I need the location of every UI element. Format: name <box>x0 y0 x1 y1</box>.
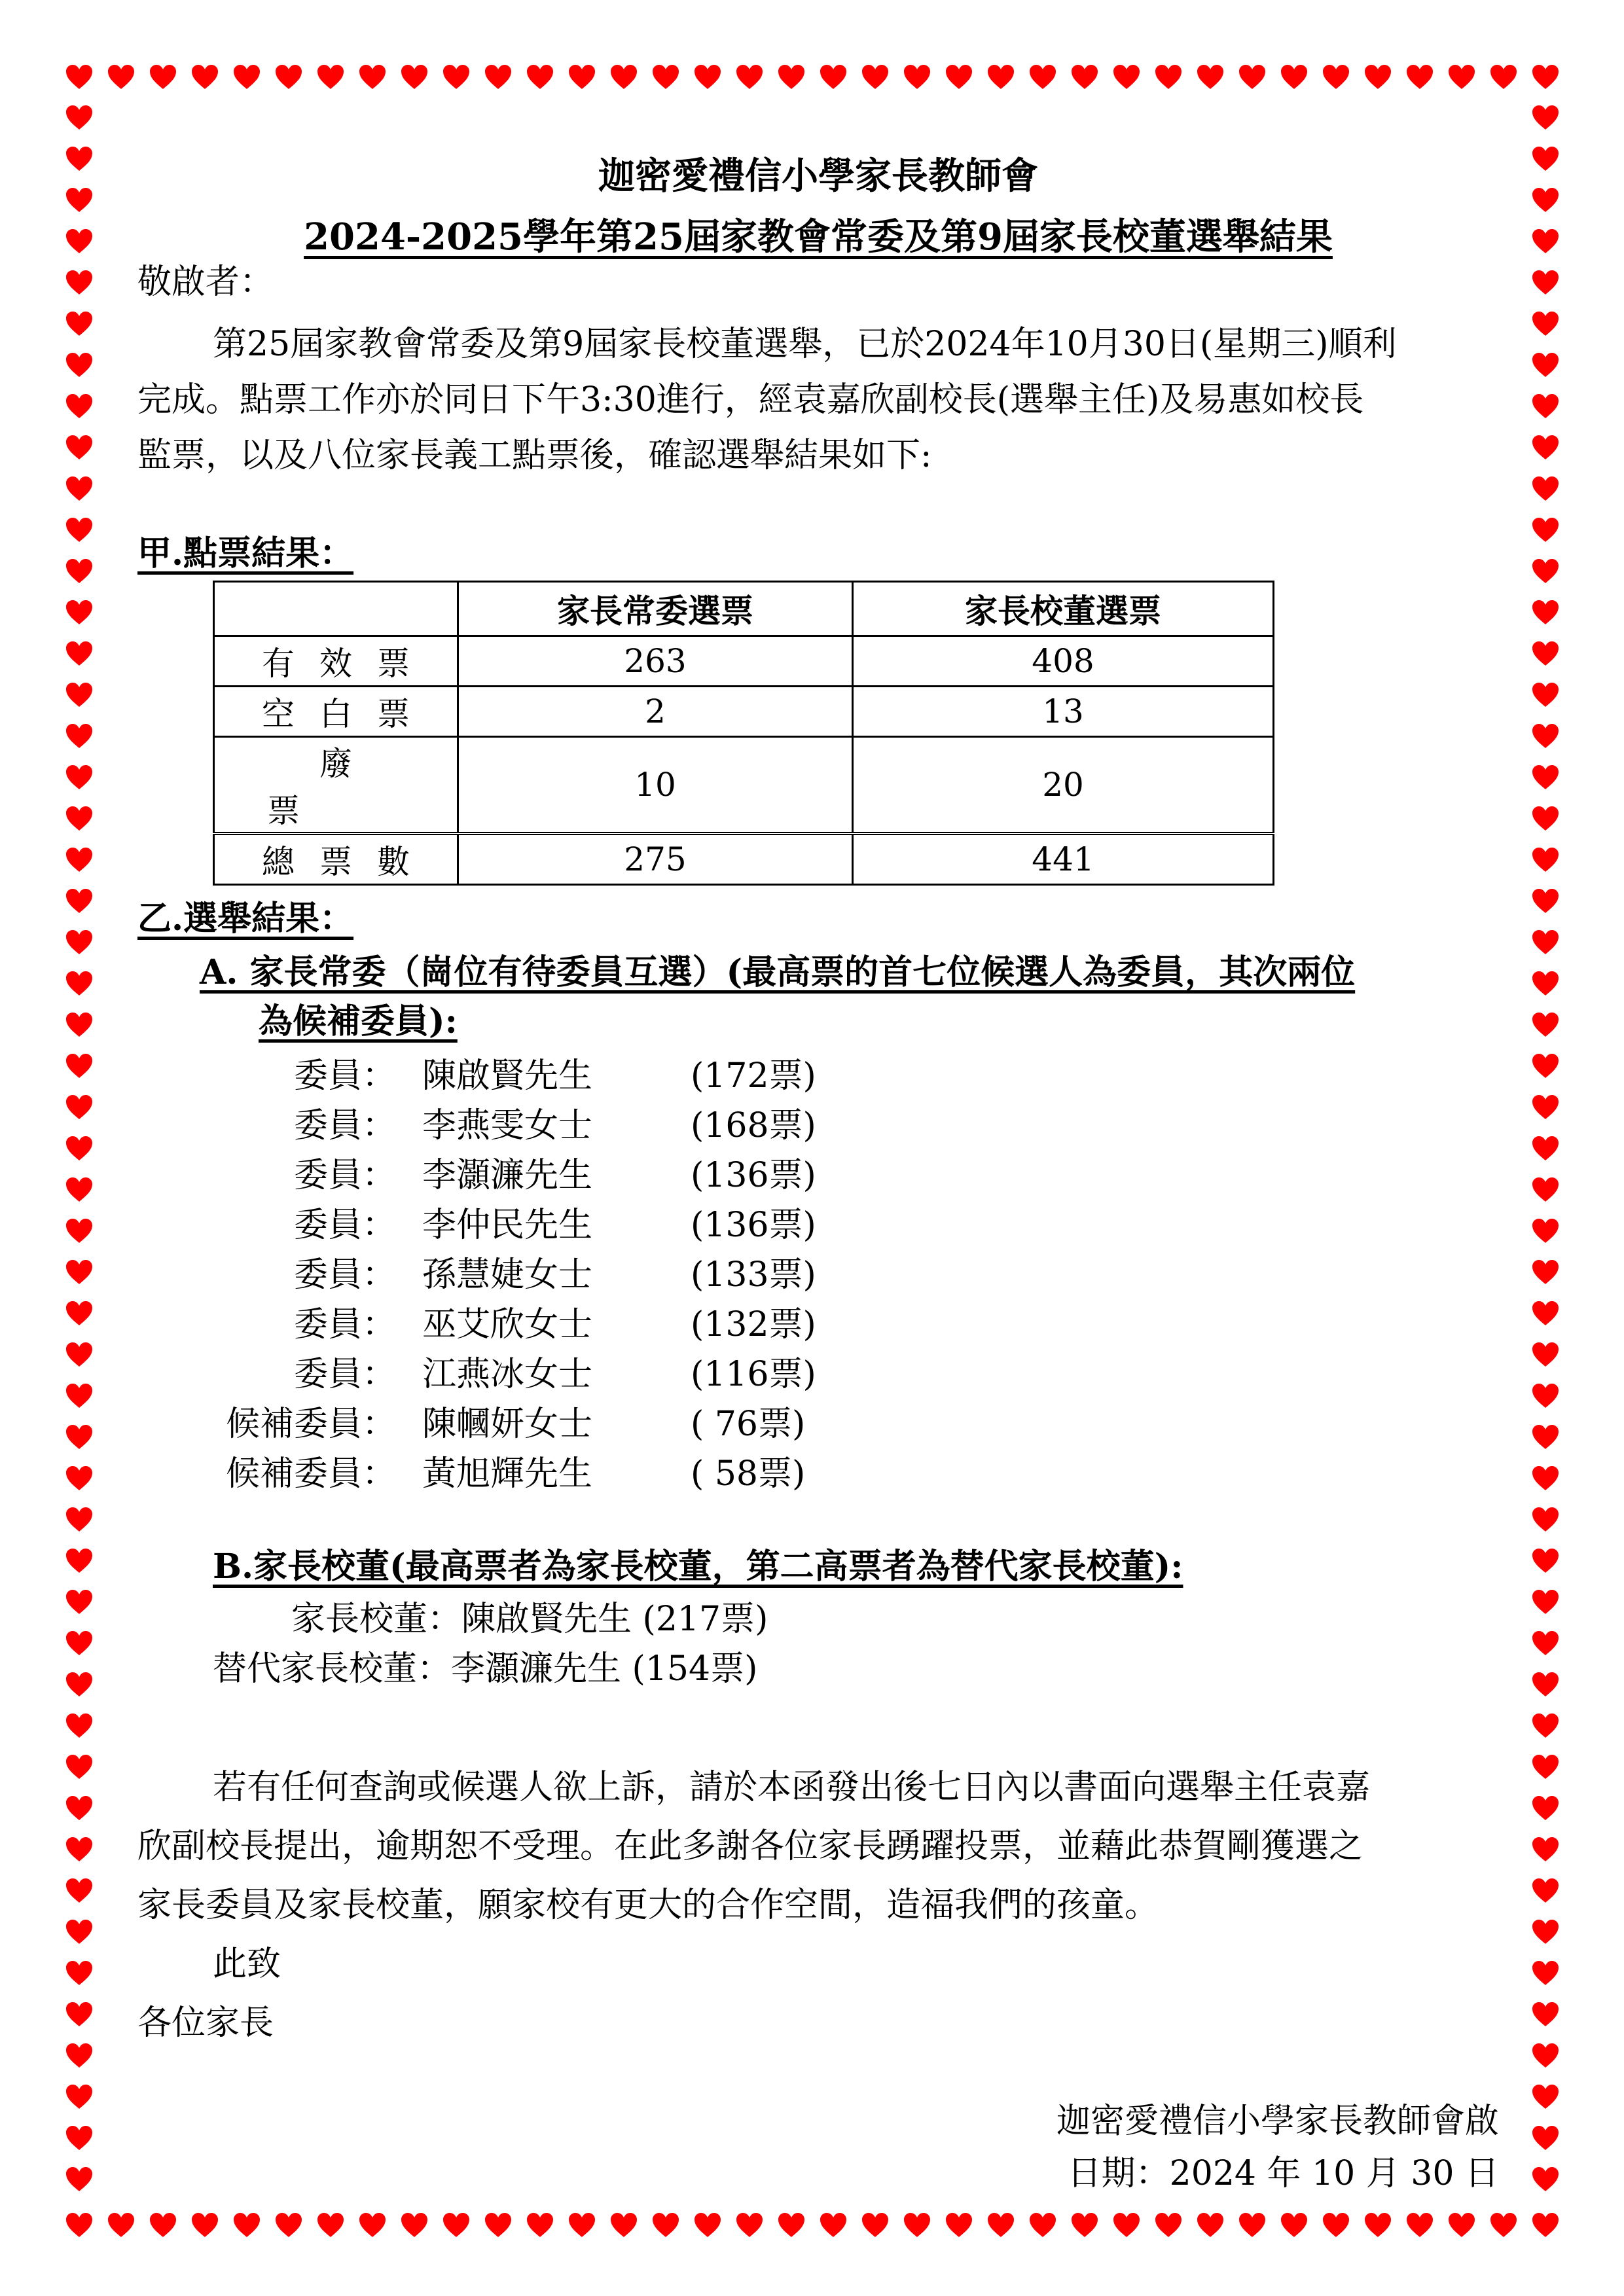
heart-icon <box>65 1465 93 1492</box>
closing-line-1: 若有任何查詢或候選人欲上訴，請於本函發出後七日內以書面向選舉主任袁嘉 <box>213 1768 1371 1807</box>
heart-icon <box>1490 2212 1517 2238</box>
heart-icon <box>1532 1012 1559 1038</box>
heart-icon <box>1406 64 1434 90</box>
row-label: 空白票 <box>214 687 458 737</box>
section-b-heading: 乙.選舉結果： <box>137 899 354 939</box>
heart-icon <box>1532 1919 1559 1945</box>
heart-icon <box>778 2212 805 2238</box>
heart-icon <box>149 64 177 90</box>
heart-icon <box>65 1837 93 1863</box>
heart-icon <box>65 1960 93 1986</box>
member-role: 委員： <box>293 1255 396 1295</box>
member-role: 委員： <box>293 1056 396 1096</box>
heart-icon <box>1532 1259 1559 1285</box>
heart-icon <box>526 64 554 90</box>
heart-icon <box>65 270 93 296</box>
heart-icon <box>778 64 805 90</box>
heart-icon <box>65 1177 93 1203</box>
heart-icon <box>107 64 135 90</box>
heart-icon <box>1364 2212 1392 2238</box>
heart-icon <box>1155 2212 1182 2238</box>
heart-icon <box>65 764 93 791</box>
member-role: 委員： <box>293 1355 396 1394</box>
heart-icon <box>1532 1218 1559 1244</box>
heart-icon <box>736 2212 763 2238</box>
member-name: 江燕冰女士 <box>422 1355 593 1394</box>
heart-icon <box>1322 2212 1350 2238</box>
heart-icon <box>736 64 763 90</box>
heart-icon <box>401 64 428 90</box>
heart-icon <box>610 2212 638 2238</box>
part-a-line-2: 為候補委員): <box>259 1001 458 1041</box>
heart-icon <box>1532 393 1559 420</box>
heart-icon <box>65 2125 93 2151</box>
heart-icon <box>65 888 93 914</box>
heart-icon <box>1238 64 1266 90</box>
heart-icon <box>1532 1837 1559 1863</box>
committee-votes: 2 <box>458 687 853 737</box>
heart-icon <box>1532 1589 1559 1615</box>
heart-icon <box>65 1136 93 1162</box>
heart-icon <box>65 352 93 378</box>
heart-icon <box>65 2084 93 2110</box>
heart-icon <box>65 1754 93 1780</box>
heart-icon <box>359 2212 386 2238</box>
heart-icon <box>65 1424 93 1450</box>
heart-icon <box>191 64 219 90</box>
heart-icon <box>65 64 93 90</box>
heart-icon <box>65 146 93 172</box>
heart-icon <box>65 1300 93 1327</box>
table-header-manager: 家長校董選票 <box>853 582 1274 636</box>
intro-line-3: 監票，以及八位家長義工點票後，確認選舉結果如下: <box>137 436 932 475</box>
heart-icon <box>65 1672 93 1698</box>
heart-icon <box>1532 1878 1559 1904</box>
heart-icon <box>568 2212 596 2238</box>
table-row <box>214 737 1274 834</box>
heart-icon <box>1532 2043 1559 2069</box>
heart-icon <box>65 435 93 461</box>
member-role: 候補委員： <box>225 1454 396 1494</box>
heart-icon <box>694 64 721 90</box>
heart-icon <box>317 64 344 90</box>
document-title: 2024-2025學年第25屆家教會常委及第9屆家長校董選舉結果 <box>304 215 1333 259</box>
heart-icon <box>1364 64 1392 90</box>
manager-votes: 13 <box>853 687 1274 737</box>
heart-icon <box>65 187 93 213</box>
heart-icon <box>1155 64 1182 90</box>
heart-icon <box>1238 2212 1266 2238</box>
member-votes: (168票) <box>691 1106 816 1145</box>
heart-icon <box>65 1342 93 1368</box>
member-role: 委員： <box>293 1156 396 1195</box>
heart-icon <box>1532 187 1559 213</box>
heart-icon <box>694 2212 721 2238</box>
member-votes: ( 76票) <box>691 1405 806 1444</box>
heart-icon <box>484 64 512 90</box>
heart-border-top <box>65 64 1559 90</box>
member-name: 陳幗妍女士 <box>422 1405 593 1444</box>
heart-icon <box>233 64 261 90</box>
heart-icon <box>1490 64 1517 90</box>
heart-icon <box>1532 764 1559 791</box>
member-name: 孫慧婕女士 <box>422 1255 593 1295</box>
heart-icon <box>65 682 93 708</box>
heart-icon <box>1532 2212 1559 2238</box>
table-header-committee: 家長常委選票 <box>458 582 853 636</box>
heart-icon <box>1532 270 1559 296</box>
school-title: 迦密愛禮信小學家長教師會 <box>598 154 1038 198</box>
heart-icon <box>65 558 93 584</box>
heart-icon <box>568 64 596 90</box>
heart-icon <box>1532 64 1559 90</box>
heart-icon <box>401 2212 428 2238</box>
heart-icon <box>1532 1672 1559 1698</box>
heart-icon <box>1532 476 1559 502</box>
heart-icon <box>65 476 93 502</box>
heart-icon <box>65 1919 93 1945</box>
heart-icon <box>1532 2084 1559 2110</box>
heart-icon <box>65 311 93 337</box>
heart-icon <box>65 1053 93 1079</box>
heart-icon <box>1532 1053 1559 1079</box>
heart-icon <box>1532 2001 1559 2028</box>
heart-icon <box>903 64 931 90</box>
heart-icon <box>1532 105 1559 131</box>
heart-icon <box>442 64 470 90</box>
heart-icon <box>1532 1507 1559 1533</box>
row-label: 廢票 <box>214 737 458 834</box>
table-row <box>214 687 1274 737</box>
heart-icon <box>65 1548 93 1574</box>
heart-icon <box>484 2212 512 2238</box>
heart-icon <box>65 806 93 832</box>
heart-icon <box>65 1878 93 1904</box>
heart-icon <box>861 2212 889 2238</box>
table-row <box>214 636 1274 687</box>
heart-icon <box>987 64 1015 90</box>
heart-icon <box>1113 64 1140 90</box>
committee-votes: 275 <box>458 834 853 885</box>
recipient: 各位家長 <box>137 2003 274 2043</box>
heart-icon <box>317 2212 344 2238</box>
heart-icon <box>1532 723 1559 749</box>
heart-icon <box>820 64 847 90</box>
heart-icon <box>1532 311 1559 337</box>
vote-count-table <box>213 581 1274 886</box>
member-votes: (116票) <box>691 1355 816 1394</box>
heart-icon <box>65 1012 93 1038</box>
manager-votes: 441 <box>853 834 1274 885</box>
heart-icon <box>1280 2212 1308 2238</box>
heart-border-left <box>65 105 93 2193</box>
heart-icon <box>1029 2212 1056 2238</box>
heart-icon <box>191 2212 219 2238</box>
heart-icon <box>65 929 93 956</box>
salutation: 敬啟者： <box>137 262 274 302</box>
heart-icon <box>1532 1548 1559 1574</box>
heart-icon <box>1532 1960 1559 1986</box>
closing-line-3: 家長委員及家長校董，願家校有更大的合作空間，造福我們的孩童。 <box>137 1886 1159 1925</box>
member-role: 委員： <box>293 1106 396 1145</box>
heart-icon <box>1532 847 1559 873</box>
part-a-line-1: A. 家長常委（崗位有待委員互選）(最高票的首七位候選人為委員，其次兩位 <box>200 952 1356 992</box>
heart-icon <box>65 517 93 543</box>
member-name: 李燕雯女士 <box>422 1106 593 1145</box>
heart-icon <box>1532 971 1559 997</box>
heart-border-bottom <box>65 2212 1559 2238</box>
heart-icon <box>1532 806 1559 832</box>
heart-icon <box>1532 146 1559 172</box>
heart-icon <box>945 64 973 90</box>
heart-icon <box>1532 1342 1559 1368</box>
heart-icon <box>65 600 93 626</box>
heart-icon <box>442 2212 470 2238</box>
heart-icon <box>820 2212 847 2238</box>
intro-line-2: 完成。點票工作亦於同日下午3:30進行，經袁嘉欣副校長(選舉主任)及易惠如校長 <box>137 380 1364 420</box>
heart-icon <box>1532 558 1559 584</box>
heart-icon <box>1532 1795 1559 1821</box>
heart-icon <box>861 64 889 90</box>
heart-icon <box>1532 1713 1559 1739</box>
heart-icon <box>987 2212 1015 2238</box>
member-votes: (172票) <box>691 1056 816 1096</box>
heart-icon <box>65 1630 93 1657</box>
heart-icon <box>1406 2212 1434 2238</box>
heart-icon <box>1532 641 1559 667</box>
member-name: 陳啟賢先生 <box>422 1056 593 1096</box>
heart-icon <box>65 1383 93 1409</box>
heart-icon <box>65 105 93 131</box>
heart-icon <box>610 64 638 90</box>
heart-icon <box>1532 1465 1559 1492</box>
heart-icon <box>1322 64 1350 90</box>
heart-icon <box>1532 1136 1559 1162</box>
heart-icon <box>1280 64 1308 90</box>
heart-icon <box>1532 517 1559 543</box>
heart-icon <box>1448 2212 1475 2238</box>
member-votes: (132票) <box>691 1305 816 1344</box>
heart-icon <box>945 2212 973 2238</box>
heart-icon <box>65 1795 93 1821</box>
heart-icon <box>65 2043 93 2069</box>
regards: 此致 <box>213 1945 281 1984</box>
heart-icon <box>1532 435 1559 461</box>
heart-icon <box>1197 2212 1224 2238</box>
heart-icon <box>65 1589 93 1615</box>
heart-icon <box>149 2212 177 2238</box>
heart-icon <box>65 2001 93 2028</box>
heart-icon <box>65 2212 93 2238</box>
heart-icon <box>652 64 679 90</box>
heart-icon <box>65 228 93 255</box>
heart-icon <box>1532 1754 1559 1780</box>
heart-icon <box>1532 600 1559 626</box>
heart-icon <box>652 2212 679 2238</box>
table-row-total <box>214 834 1274 885</box>
date-line: 日期：2024 年 10 月 30 日 <box>1067 2154 1499 2193</box>
manager-votes: 408 <box>853 636 1274 687</box>
member-votes: (133票) <box>691 1255 816 1295</box>
table-header-empty <box>214 582 458 636</box>
row-label: 總票數 <box>214 834 458 885</box>
signature: 迦密愛禮信小學家長教師會啟 <box>1056 2102 1499 2141</box>
heart-icon <box>65 1507 93 1533</box>
heart-icon <box>275 64 302 90</box>
member-role: 候補委員： <box>225 1405 396 1444</box>
manager-votes: 20 <box>853 737 1274 834</box>
heart-icon <box>1532 682 1559 708</box>
closing-line-2: 欣副校長提出，逾期恕不受理。在此多謝各位家長踴躍投票，並藉此恭賀剛獲選之 <box>137 1827 1363 1866</box>
heart-icon <box>65 847 93 873</box>
heart-icon <box>1532 1300 1559 1327</box>
heart-icon <box>526 2212 554 2238</box>
heart-icon <box>1197 64 1224 90</box>
heart-icon <box>903 2212 931 2238</box>
heart-icon <box>1532 2125 1559 2151</box>
alternate-manager-line: 替代家長校董：李灝濂先生 (154票) <box>213 1649 758 1689</box>
committee-votes: 263 <box>458 636 853 687</box>
heart-icon <box>1532 1094 1559 1121</box>
row-label: 有效票 <box>214 636 458 687</box>
member-name: 巫艾欣女士 <box>422 1305 593 1344</box>
heart-icon <box>1532 2166 1559 2193</box>
heart-icon <box>65 2166 93 2193</box>
intro-line-1: 第25屆家教會常委及第9屆家長校董選舉，已於2024年10月30日(星期三)順利 <box>213 325 1397 364</box>
table-header-row <box>214 582 1274 636</box>
member-votes: (136票) <box>691 1206 816 1245</box>
member-name: 李仲民先生 <box>422 1206 593 1245</box>
committee-votes: 10 <box>458 737 853 834</box>
heart-icon <box>1448 64 1475 90</box>
heart-icon <box>1113 2212 1140 2238</box>
member-role: 委員： <box>293 1206 396 1245</box>
member-role: 委員： <box>293 1305 396 1344</box>
heart-icon <box>65 1094 93 1121</box>
heart-icon <box>65 1713 93 1739</box>
heart-icon <box>65 1218 93 1244</box>
heart-border-right <box>1532 105 1559 2193</box>
part-b-heading: B.家長校董(最高票者為家長校董，第二高票者為替代家長校董): <box>213 1547 1183 1587</box>
heart-icon <box>359 64 386 90</box>
heart-icon <box>1532 1177 1559 1203</box>
heart-icon <box>65 1259 93 1285</box>
heart-icon <box>1532 1630 1559 1657</box>
heart-icon <box>233 2212 261 2238</box>
heart-icon <box>65 393 93 420</box>
heart-icon <box>107 2212 135 2238</box>
heart-icon <box>1532 888 1559 914</box>
heart-icon <box>1532 1424 1559 1450</box>
heart-icon <box>1532 1383 1559 1409</box>
heart-icon <box>1532 352 1559 378</box>
heart-icon <box>1532 228 1559 255</box>
heart-icon <box>1071 64 1098 90</box>
member-votes: (136票) <box>691 1156 816 1195</box>
heart-icon <box>65 723 93 749</box>
manager-line: 家長校董：陳啟賢先生 (217票) <box>291 1600 768 1639</box>
member-name: 李灝濂先生 <box>422 1156 593 1195</box>
heart-icon <box>1071 2212 1098 2238</box>
heart-icon <box>1029 64 1056 90</box>
member-votes: ( 58票) <box>691 1454 806 1494</box>
member-name: 黃旭輝先生 <box>422 1454 593 1494</box>
heart-icon <box>65 971 93 997</box>
heart-icon <box>65 641 93 667</box>
heart-icon <box>275 2212 302 2238</box>
heart-icon <box>1532 929 1559 956</box>
section-a-heading: 甲.點票結果： <box>137 533 354 573</box>
